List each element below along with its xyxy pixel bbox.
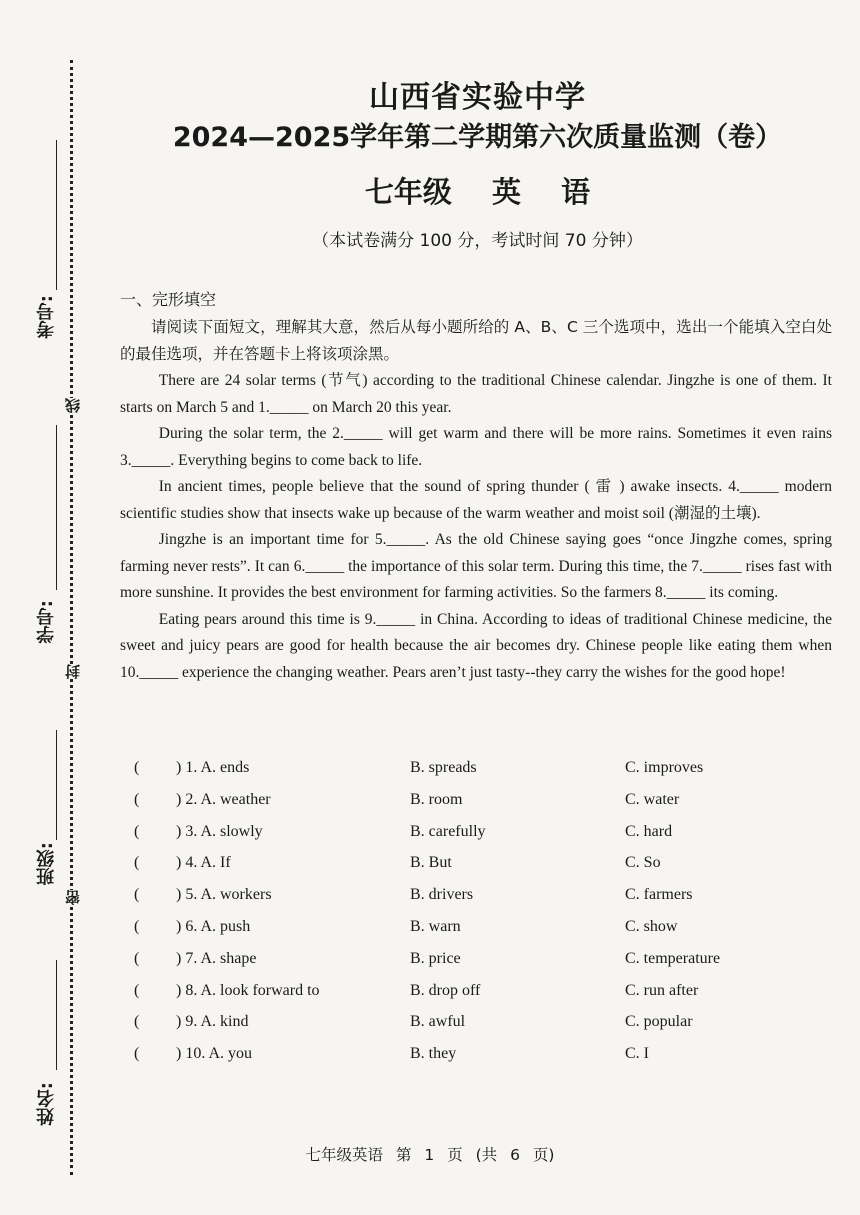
seal-char-secret: 密	[64, 890, 82, 905]
seal-char-line: 线	[64, 398, 82, 413]
school-title: 山西省实验中学	[369, 80, 586, 115]
option-c: C. temperature	[625, 949, 721, 967]
exam-no-line	[56, 140, 57, 290]
option-b: B. warn	[410, 917, 461, 935]
option-b: B. room	[410, 790, 463, 808]
option-a: ) 5. A. workers	[176, 886, 272, 904]
answer-bracket: (	[134, 822, 140, 840]
cloze-passage	[120, 368, 832, 686]
student-no-label: 学号:	[36, 600, 57, 644]
answer-bracket: (	[134, 790, 140, 808]
page-footer: 七年级英语 第 1 页 (共 6 页)	[305, 1146, 555, 1164]
question-row	[130, 852, 830, 884]
option-c: C. water	[625, 790, 680, 808]
question-row	[130, 789, 830, 821]
question-row	[130, 980, 830, 1012]
question-row	[130, 821, 830, 853]
passage-paragraph: During the solar term, the 2._____ will get warm and there will be more rains. Sometimes it even rains 3._____. Everything begins to come back to life.	[120, 425, 832, 469]
option-a: ) 4. A. If	[176, 854, 231, 872]
option-a: ) 9. A. kind	[176, 1013, 249, 1031]
option-c: C. I	[625, 1045, 649, 1063]
question-options	[130, 757, 830, 1075]
passage-paragraph: Eating pears around this time is 9._____ in China. According to ideas of traditional Chinese medicine, the sweet and juicy pears are good for health because the air becomes dry. Chinese people like eating them when 10._____ experience the changing weather. Pears aren’t just tasty--they carry the wishes for the good hope!	[120, 610, 832, 681]
option-a: ) 1. A. ends	[176, 759, 250, 776]
question-row	[130, 1011, 830, 1043]
question-row	[130, 916, 830, 948]
option-b: B. they	[410, 1045, 457, 1063]
option-b: B. price	[410, 949, 461, 967]
answer-bracket: (	[134, 949, 140, 967]
option-b: B. awful	[410, 1013, 466, 1031]
name-line	[56, 960, 57, 1070]
question-row	[130, 757, 830, 789]
option-a: ) 8. A. look forward to	[176, 981, 320, 999]
option-b: B. drivers	[410, 886, 474, 904]
passage-paragraph: In ancient times, people believe that the sound of spring thunder ( 雷 ) awake insects. 4._____ modern scientific studies show that insects wake up because of the warm weather and moist soil (潮湿的土壤).	[120, 478, 832, 522]
section-instruction: 请阅读下面短文，理解其大意，然后从每小题所给的 A、B、C 三个选项中，选出一个能填入空白处的最佳选项，并在答题卡上将该项涂黑。	[120, 318, 832, 363]
answer-bracket: (	[134, 759, 140, 776]
student-no-line	[56, 425, 57, 590]
option-a: ) 7. A. shape	[176, 949, 257, 967]
answer-bracket: (	[134, 854, 140, 872]
name-label: 姓名:	[36, 1082, 57, 1126]
option-c: C. run after	[625, 981, 699, 999]
class-label: 班级:	[36, 842, 57, 886]
answer-bracket: (	[134, 886, 140, 904]
binding-margin	[0, 0, 100, 1215]
seal-dotted-line	[70, 60, 73, 1175]
option-c: C. farmers	[625, 886, 693, 904]
option-a: ) 3. A. slowly	[176, 822, 263, 840]
answer-bracket: (	[134, 1013, 140, 1031]
option-c: C. improves	[625, 759, 704, 776]
answer-bracket: (	[134, 981, 140, 999]
option-a: ) 6. A. push	[176, 917, 251, 935]
option-a: ) 2. A. weather	[176, 790, 271, 808]
question-row	[130, 1043, 830, 1075]
question-row	[130, 948, 830, 980]
option-b: B. drop off	[410, 981, 481, 999]
term-title: 2024—2025学年第二学期第六次质量监测（卷）	[172, 122, 783, 153]
section-title: 一、完形填空	[120, 290, 217, 309]
answer-bracket: (	[134, 917, 140, 935]
option-b: B. carefully	[410, 822, 486, 840]
option-b: B. spreads	[410, 759, 477, 776]
passage-paragraph: Jingzhe is an important time for 5._____. As the old Chinese saying goes “once Jingzhe comes, spring farming never rests”. It can 6._____ the importance of this solar term. During this time, the 7._____ rises fast with more sunshine. It provides the best environment for farming activities. So the farmers 8._____ its coming.	[120, 531, 832, 601]
option-b: B. But	[410, 854, 452, 872]
subject-title: 七年级 英 语	[364, 175, 591, 209]
exam-no-label: 考号:	[36, 295, 57, 339]
exam-note: （本试卷满分 100 分，考试时间 70 分钟）	[312, 231, 643, 251]
option-c: C. popular	[625, 1013, 693, 1031]
option-c: C. hard	[625, 822, 673, 840]
seal-char-seal: 封	[64, 664, 82, 679]
answer-bracket: (	[134, 1045, 140, 1063]
option-c: C. So	[625, 854, 661, 872]
option-a: ) 10. A. you	[176, 1045, 252, 1063]
option-c: C. show	[625, 917, 678, 935]
question-row	[130, 884, 830, 916]
class-line	[56, 730, 57, 840]
passage-paragraph: There are 24 solar terms (节气) according to the traditional Chinese calendar. Jingzhe is one of them. It starts on March 5 and 1._____ on March 20 this year.	[120, 372, 832, 416]
